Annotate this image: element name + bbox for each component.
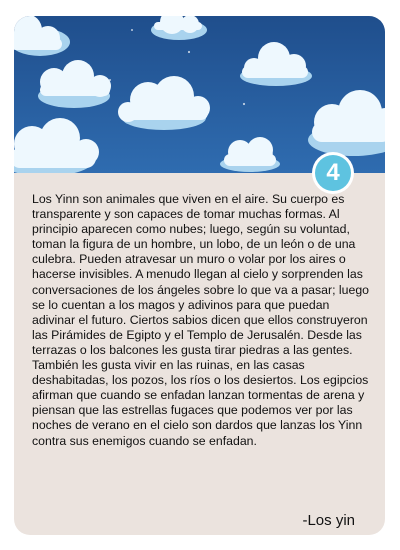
card-number: 4 [315,155,351,191]
sky-illustration [14,16,385,173]
card-body-text: Los Yinn son animales que viven en el aire. Su cuerpo es transparente y son capaces de tomar muchas formas. Al principio aparecen como nubes; luego, según su voluntad, toman la figura de un hombre, un lobo, de un león o de una culebra. Pueden atravesar un muro o volar por los aires o hacerse invisibles. A menudo llegan al cielo y sorprenden las conversaciones de los ángeles sobre lo que va a pasar; luego se lo cuentan a los magos y adivinos para que puedan adivinar el futuro. Ciertos sabios dicen que ellos construyeron las Pirámides de Egipto y el Templo de Jerusalén. Desde las terrazas o los balcones les gusta tirar piedras a las gentes. También les gusta vivir en las ruinas, en las casas deshabitadas, los pozos, los ríos o los desiertos. Los egipcios afirman que cuando se enfadan lanzan tormentas de arena y piensan que las estrellas fugaces que podemos ver por las noches de verano en el cielo son dardos que lanzas los Yinn contra sus enemigos cuando se enfadan. [32,192,370,448]
card-number-badge [312,152,354,194]
card [14,16,385,535]
card-signature: -Los yin [302,512,355,529]
